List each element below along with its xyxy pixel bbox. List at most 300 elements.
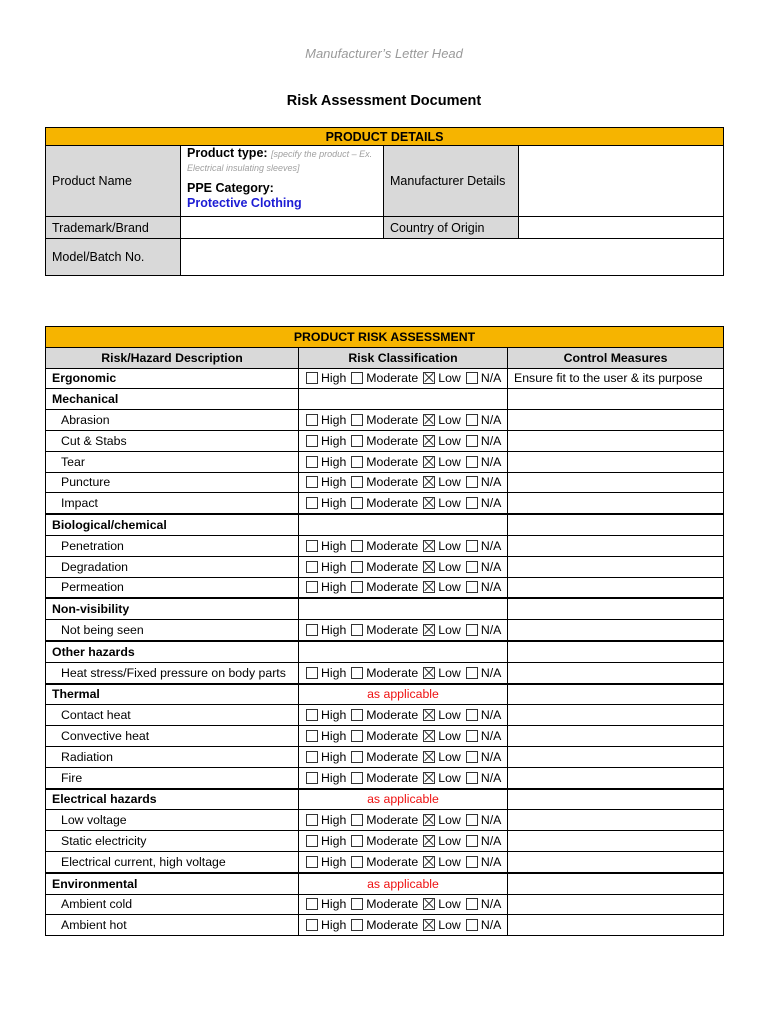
risk-row bbox=[46, 705, 724, 726]
as-applicable-note: as applicable bbox=[367, 792, 439, 807]
control-measure[interactable] bbox=[508, 894, 724, 915]
option-low[interactable] bbox=[423, 580, 461, 594]
checked-checkbox-icon[interactable] bbox=[423, 730, 435, 742]
option-na[interactable] bbox=[466, 771, 502, 785]
checkbox-icon[interactable] bbox=[351, 667, 363, 679]
checked-checkbox-icon[interactable] bbox=[423, 814, 435, 826]
option-label: Moderate bbox=[366, 729, 419, 744]
risk-classification bbox=[299, 598, 508, 619]
option-high[interactable] bbox=[306, 560, 346, 574]
option-moderate[interactable] bbox=[351, 834, 418, 848]
option-moderate[interactable] bbox=[351, 580, 418, 594]
checkbox-icon[interactable] bbox=[466, 540, 478, 552]
checkbox-icon[interactable] bbox=[306, 456, 318, 468]
checkbox-icon[interactable] bbox=[306, 414, 318, 426]
ppe-category-value: Protective Clothing bbox=[187, 196, 302, 210]
control-measure[interactable] bbox=[508, 705, 724, 726]
option-high[interactable] bbox=[306, 834, 346, 848]
risk-assessment-table bbox=[45, 326, 724, 936]
checkbox-icon[interactable] bbox=[466, 772, 478, 784]
checkbox-icon[interactable] bbox=[306, 898, 318, 910]
letterhead: Manufacturer’s Letter Head bbox=[305, 46, 463, 61]
risk-row bbox=[46, 451, 724, 472]
risk-row bbox=[46, 620, 724, 641]
checkbox-icon[interactable] bbox=[306, 667, 318, 679]
option-label: Low bbox=[438, 708, 461, 723]
checkbox-icon[interactable] bbox=[351, 835, 363, 847]
checked-checkbox-icon[interactable] bbox=[423, 497, 435, 509]
control-measure[interactable] bbox=[508, 767, 724, 788]
checkbox-icon[interactable] bbox=[466, 667, 478, 679]
risk-classification bbox=[299, 851, 508, 872]
risk-classification bbox=[299, 535, 508, 556]
option-low[interactable] bbox=[423, 496, 461, 510]
option-low[interactable] bbox=[423, 813, 461, 827]
option-moderate[interactable] bbox=[351, 666, 418, 680]
checkbox-icon[interactable] bbox=[306, 497, 318, 509]
checkbox-icon[interactable] bbox=[466, 372, 478, 384]
option-label: High bbox=[321, 729, 347, 744]
control-measure[interactable]: Ensure fit to the user & its purpose bbox=[508, 368, 724, 389]
risk-row bbox=[46, 556, 724, 577]
option-label: Low bbox=[438, 918, 461, 933]
option-label: N/A bbox=[480, 708, 502, 723]
risk-classification bbox=[299, 726, 508, 747]
checkbox-icon[interactable] bbox=[466, 624, 478, 636]
checkbox-icon[interactable] bbox=[306, 624, 318, 636]
option-high[interactable] bbox=[306, 771, 346, 785]
hazard-item: Low voltage bbox=[46, 810, 299, 831]
control-measure[interactable] bbox=[508, 620, 724, 641]
option-na[interactable] bbox=[466, 539, 502, 553]
risk-classification bbox=[299, 472, 508, 493]
checkbox-icon[interactable] bbox=[466, 835, 478, 847]
option-label: Low bbox=[438, 580, 461, 595]
checkbox-icon[interactable] bbox=[351, 456, 363, 468]
product-type-hint: [specify the product – Ex. Electrical insulating sleeves] bbox=[187, 149, 373, 173]
checked-checkbox-icon[interactable] bbox=[423, 624, 435, 636]
option-label: Moderate bbox=[366, 559, 419, 574]
option-label: High bbox=[321, 538, 347, 553]
checkbox-icon[interactable] bbox=[306, 435, 318, 447]
checkbox-icon[interactable] bbox=[466, 435, 478, 447]
option-na[interactable] bbox=[466, 496, 502, 510]
checkbox-icon[interactable] bbox=[351, 414, 363, 426]
risk-classification bbox=[299, 410, 508, 431]
hazard-item: Puncture bbox=[46, 472, 299, 493]
option-label: N/A bbox=[480, 623, 502, 638]
option-moderate[interactable] bbox=[351, 623, 418, 637]
checked-checkbox-icon[interactable] bbox=[423, 751, 435, 763]
risk-classification bbox=[299, 831, 508, 852]
option-na[interactable] bbox=[466, 813, 502, 827]
option-na[interactable] bbox=[466, 708, 502, 722]
risk-row bbox=[46, 514, 724, 535]
checked-checkbox-icon[interactable] bbox=[423, 856, 435, 868]
checkbox-icon[interactable] bbox=[351, 476, 363, 488]
checkbox-icon[interactable] bbox=[466, 414, 478, 426]
option-na[interactable] bbox=[466, 897, 502, 911]
hazard-category: Thermal bbox=[46, 684, 299, 705]
option-na[interactable] bbox=[466, 371, 502, 385]
checkbox-icon[interactable] bbox=[306, 540, 318, 552]
control-measure[interactable] bbox=[508, 410, 724, 431]
checkbox-icon[interactable] bbox=[351, 497, 363, 509]
option-label: Moderate bbox=[366, 475, 419, 490]
option-low[interactable] bbox=[423, 539, 461, 553]
option-high[interactable] bbox=[306, 666, 346, 680]
option-label: Moderate bbox=[366, 854, 419, 869]
option-label: N/A bbox=[480, 538, 502, 553]
option-low[interactable] bbox=[423, 455, 461, 469]
hazard-category: Non-visibility bbox=[46, 598, 299, 619]
option-moderate[interactable] bbox=[351, 855, 418, 869]
option-label: Low bbox=[438, 413, 461, 428]
option-low[interactable] bbox=[423, 708, 461, 722]
risk-classification bbox=[299, 746, 508, 767]
option-na[interactable] bbox=[466, 623, 502, 637]
option-low[interactable] bbox=[423, 897, 461, 911]
option-label: Moderate bbox=[366, 665, 419, 680]
checkbox-icon[interactable] bbox=[306, 709, 318, 721]
checkbox-icon[interactable] bbox=[351, 624, 363, 636]
option-moderate[interactable] bbox=[351, 496, 418, 510]
checked-checkbox-icon[interactable] bbox=[423, 540, 435, 552]
control-measure[interactable] bbox=[508, 746, 724, 767]
checkbox-icon[interactable] bbox=[306, 561, 318, 573]
option-moderate[interactable] bbox=[351, 813, 418, 827]
option-label: High bbox=[321, 433, 347, 448]
risk-row bbox=[46, 767, 724, 788]
checkbox-icon[interactable] bbox=[306, 476, 318, 488]
option-high[interactable] bbox=[306, 496, 346, 510]
option-moderate[interactable] bbox=[351, 413, 418, 427]
option-label: High bbox=[321, 708, 347, 723]
risk-classification bbox=[299, 873, 508, 894]
checkbox-icon[interactable] bbox=[466, 497, 478, 509]
checked-checkbox-icon[interactable] bbox=[423, 898, 435, 910]
option-label: Low bbox=[438, 897, 461, 912]
risk-row bbox=[46, 389, 724, 410]
product-type-cell[interactable] bbox=[181, 146, 384, 217]
option-high[interactable] bbox=[306, 434, 346, 448]
checked-checkbox-icon[interactable] bbox=[423, 581, 435, 593]
control-measure[interactable] bbox=[508, 915, 724, 936]
checkbox-icon[interactable] bbox=[306, 730, 318, 742]
option-label: Low bbox=[438, 813, 461, 828]
option-label: High bbox=[321, 813, 347, 828]
risk-classification bbox=[299, 493, 508, 514]
option-label: Low bbox=[438, 729, 461, 744]
hazard-item: Ambient cold bbox=[46, 894, 299, 915]
as-applicable-note: as applicable bbox=[367, 876, 439, 891]
option-high[interactable] bbox=[306, 580, 346, 594]
control-measure[interactable] bbox=[508, 684, 724, 705]
option-label: N/A bbox=[480, 665, 502, 680]
option-na[interactable] bbox=[466, 475, 502, 489]
option-low[interactable] bbox=[423, 750, 461, 764]
hazard-category: Ergonomic bbox=[46, 368, 299, 389]
control-measure[interactable] bbox=[508, 598, 724, 619]
option-label: N/A bbox=[480, 918, 502, 933]
risk-classification bbox=[299, 684, 508, 705]
risk-row bbox=[46, 915, 724, 936]
option-label: High bbox=[321, 559, 347, 574]
option-high[interactable] bbox=[306, 708, 346, 722]
option-label: High bbox=[321, 371, 347, 386]
checked-checkbox-icon[interactable] bbox=[423, 835, 435, 847]
checked-checkbox-icon[interactable] bbox=[423, 372, 435, 384]
control-measure[interactable] bbox=[508, 851, 724, 872]
checkbox-icon[interactable] bbox=[351, 814, 363, 826]
checked-checkbox-icon[interactable] bbox=[423, 456, 435, 468]
checkbox-icon[interactable] bbox=[466, 561, 478, 573]
risk-classification bbox=[299, 620, 508, 641]
option-label: Low bbox=[438, 665, 461, 680]
option-na[interactable] bbox=[466, 580, 502, 594]
option-moderate[interactable] bbox=[351, 771, 418, 785]
trademark-value[interactable] bbox=[181, 217, 384, 239]
checked-checkbox-icon[interactable] bbox=[423, 667, 435, 679]
checkbox-icon[interactable] bbox=[351, 435, 363, 447]
option-label: N/A bbox=[480, 834, 502, 849]
option-low[interactable] bbox=[423, 475, 461, 489]
risk-classification bbox=[299, 641, 508, 662]
option-high[interactable] bbox=[306, 539, 346, 553]
checkbox-icon[interactable] bbox=[306, 772, 318, 784]
control-measure[interactable] bbox=[508, 535, 724, 556]
option-label: Moderate bbox=[366, 813, 419, 828]
checkbox-icon[interactable] bbox=[306, 751, 318, 763]
option-na[interactable] bbox=[466, 750, 502, 764]
risk-classification bbox=[299, 368, 508, 389]
hazard-category: Environmental bbox=[46, 873, 299, 894]
checked-checkbox-icon[interactable] bbox=[423, 919, 435, 931]
hazard-item: Ambient hot bbox=[46, 915, 299, 936]
checkbox-icon[interactable] bbox=[466, 730, 478, 742]
option-moderate[interactable] bbox=[351, 539, 418, 553]
option-high[interactable] bbox=[306, 413, 346, 427]
option-moderate[interactable] bbox=[351, 897, 418, 911]
risk-row bbox=[46, 577, 724, 598]
hazard-category: Electrical hazards bbox=[46, 789, 299, 810]
checked-checkbox-icon[interactable] bbox=[423, 414, 435, 426]
product-details-table bbox=[45, 127, 724, 276]
risk-row bbox=[46, 641, 724, 662]
option-high[interactable] bbox=[306, 918, 346, 932]
checkbox-icon[interactable] bbox=[466, 751, 478, 763]
option-label: High bbox=[321, 897, 347, 912]
option-low[interactable] bbox=[423, 371, 461, 385]
checkbox-icon[interactable] bbox=[466, 581, 478, 593]
option-moderate[interactable] bbox=[351, 750, 418, 764]
option-label: High bbox=[321, 854, 347, 869]
option-label: N/A bbox=[480, 475, 502, 490]
checkbox-icon[interactable] bbox=[351, 561, 363, 573]
option-high[interactable] bbox=[306, 623, 346, 637]
option-moderate[interactable] bbox=[351, 455, 418, 469]
control-measure[interactable] bbox=[508, 831, 724, 852]
control-measure[interactable] bbox=[508, 472, 724, 493]
model-batch-value[interactable] bbox=[181, 239, 724, 276]
option-low[interactable] bbox=[423, 623, 461, 637]
control-measure[interactable] bbox=[508, 662, 724, 683]
option-label: Moderate bbox=[366, 433, 419, 448]
checkbox-icon[interactable] bbox=[306, 835, 318, 847]
control-measure[interactable] bbox=[508, 389, 724, 410]
control-measure[interactable] bbox=[508, 726, 724, 747]
hazard-category: Biological/chemical bbox=[46, 514, 299, 535]
checkbox-icon[interactable] bbox=[351, 856, 363, 868]
option-moderate[interactable] bbox=[351, 475, 418, 489]
control-measure[interactable] bbox=[508, 556, 724, 577]
hazard-item: Heat stress/Fixed pressure on body parts bbox=[46, 662, 299, 683]
hazard-item: Degradation bbox=[46, 556, 299, 577]
risk-row bbox=[46, 831, 724, 852]
option-high[interactable] bbox=[306, 475, 346, 489]
option-na[interactable] bbox=[466, 434, 502, 448]
trademark-label: Trademark/Brand bbox=[46, 217, 181, 239]
checkbox-icon[interactable] bbox=[351, 751, 363, 763]
option-moderate[interactable] bbox=[351, 729, 418, 743]
option-label: High bbox=[321, 475, 347, 490]
option-low[interactable] bbox=[423, 560, 461, 574]
checkbox-icon[interactable] bbox=[351, 730, 363, 742]
option-high[interactable] bbox=[306, 750, 346, 764]
option-label: Low bbox=[438, 496, 461, 511]
checkbox-icon[interactable] bbox=[306, 919, 318, 931]
option-label: N/A bbox=[480, 749, 502, 764]
country-of-origin-value[interactable] bbox=[519, 217, 724, 239]
option-na[interactable] bbox=[466, 729, 502, 743]
option-label: Moderate bbox=[366, 834, 419, 849]
control-measure[interactable] bbox=[508, 873, 724, 894]
option-moderate[interactable] bbox=[351, 371, 418, 385]
option-low[interactable] bbox=[423, 918, 461, 932]
control-measure[interactable] bbox=[508, 514, 724, 535]
control-measure[interactable] bbox=[508, 577, 724, 598]
option-label: Moderate bbox=[366, 749, 419, 764]
hazard-item: Electrical current, high voltage bbox=[46, 851, 299, 872]
option-label: Moderate bbox=[366, 623, 419, 638]
checkbox-icon[interactable] bbox=[466, 919, 478, 931]
risk-row bbox=[46, 894, 724, 915]
option-label: High bbox=[321, 623, 347, 638]
option-na[interactable] bbox=[466, 413, 502, 427]
option-low[interactable] bbox=[423, 834, 461, 848]
checkbox-icon[interactable] bbox=[466, 456, 478, 468]
option-moderate[interactable] bbox=[351, 434, 418, 448]
option-high[interactable] bbox=[306, 855, 346, 869]
option-label: Low bbox=[438, 475, 461, 490]
option-low[interactable] bbox=[423, 434, 461, 448]
checkbox-icon[interactable] bbox=[351, 919, 363, 931]
option-moderate[interactable] bbox=[351, 560, 418, 574]
option-label: N/A bbox=[480, 813, 502, 828]
checkbox-icon[interactable] bbox=[466, 814, 478, 826]
checkbox-icon[interactable] bbox=[351, 772, 363, 784]
risk-classification bbox=[299, 451, 508, 472]
checked-checkbox-icon[interactable] bbox=[423, 476, 435, 488]
option-high[interactable] bbox=[306, 729, 346, 743]
risk-row bbox=[46, 368, 724, 389]
risk-classification bbox=[299, 430, 508, 451]
document-title: Risk Assessment Document bbox=[286, 93, 482, 109]
option-high[interactable] bbox=[306, 371, 346, 385]
checked-checkbox-icon[interactable] bbox=[423, 435, 435, 447]
option-label: High bbox=[321, 413, 347, 428]
checkbox-icon[interactable] bbox=[466, 856, 478, 868]
option-label: Moderate bbox=[366, 897, 419, 912]
option-na[interactable] bbox=[466, 834, 502, 848]
checkbox-icon[interactable] bbox=[466, 476, 478, 488]
checked-checkbox-icon[interactable] bbox=[423, 772, 435, 784]
risk-row bbox=[46, 535, 724, 556]
option-high[interactable] bbox=[306, 897, 346, 911]
option-moderate[interactable] bbox=[351, 918, 418, 932]
col-header-classification: Risk Classification bbox=[299, 347, 508, 368]
checked-checkbox-icon[interactable] bbox=[423, 709, 435, 721]
option-high[interactable] bbox=[306, 455, 346, 469]
option-na[interactable] bbox=[466, 666, 502, 680]
control-measure[interactable] bbox=[508, 810, 724, 831]
checkbox-icon[interactable] bbox=[351, 540, 363, 552]
control-measure[interactable] bbox=[508, 493, 724, 514]
option-na[interactable] bbox=[466, 918, 502, 932]
risk-classification bbox=[299, 810, 508, 831]
option-low[interactable] bbox=[423, 729, 461, 743]
control-measure[interactable] bbox=[508, 430, 724, 451]
checkbox-icon[interactable] bbox=[351, 709, 363, 721]
option-label: Moderate bbox=[366, 371, 419, 386]
checkbox-icon[interactable] bbox=[351, 372, 363, 384]
checkbox-icon[interactable] bbox=[351, 581, 363, 593]
option-low[interactable] bbox=[423, 666, 461, 680]
checkbox-icon[interactable] bbox=[306, 856, 318, 868]
checkbox-icon[interactable] bbox=[466, 709, 478, 721]
risk-row bbox=[46, 873, 724, 894]
option-na[interactable] bbox=[466, 855, 502, 869]
checkbox-icon[interactable] bbox=[466, 898, 478, 910]
option-na[interactable] bbox=[466, 560, 502, 574]
checkbox-icon[interactable] bbox=[306, 814, 318, 826]
checkbox-icon[interactable] bbox=[351, 898, 363, 910]
control-measure[interactable] bbox=[508, 789, 724, 810]
option-low[interactable] bbox=[423, 855, 461, 869]
control-measure[interactable] bbox=[508, 641, 724, 662]
option-label: N/A bbox=[480, 729, 502, 744]
option-high[interactable] bbox=[306, 813, 346, 827]
option-na[interactable] bbox=[466, 455, 502, 469]
checkbox-icon[interactable] bbox=[306, 372, 318, 384]
option-low[interactable] bbox=[423, 413, 461, 427]
option-label: Low bbox=[438, 433, 461, 448]
checkbox-icon[interactable] bbox=[306, 581, 318, 593]
option-label: Moderate bbox=[366, 918, 419, 933]
option-label: High bbox=[321, 770, 347, 785]
control-measure[interactable] bbox=[508, 451, 724, 472]
option-label: N/A bbox=[480, 371, 502, 386]
option-moderate[interactable] bbox=[351, 708, 418, 722]
hazard-item: Contact heat bbox=[46, 705, 299, 726]
option-label: High bbox=[321, 454, 347, 469]
option-low[interactable] bbox=[423, 771, 461, 785]
manufacturer-details-value[interactable] bbox=[519, 146, 724, 217]
as-applicable-note: as applicable bbox=[367, 687, 439, 702]
checked-checkbox-icon[interactable] bbox=[423, 561, 435, 573]
option-label: Moderate bbox=[366, 770, 419, 785]
option-label: Moderate bbox=[366, 538, 419, 553]
